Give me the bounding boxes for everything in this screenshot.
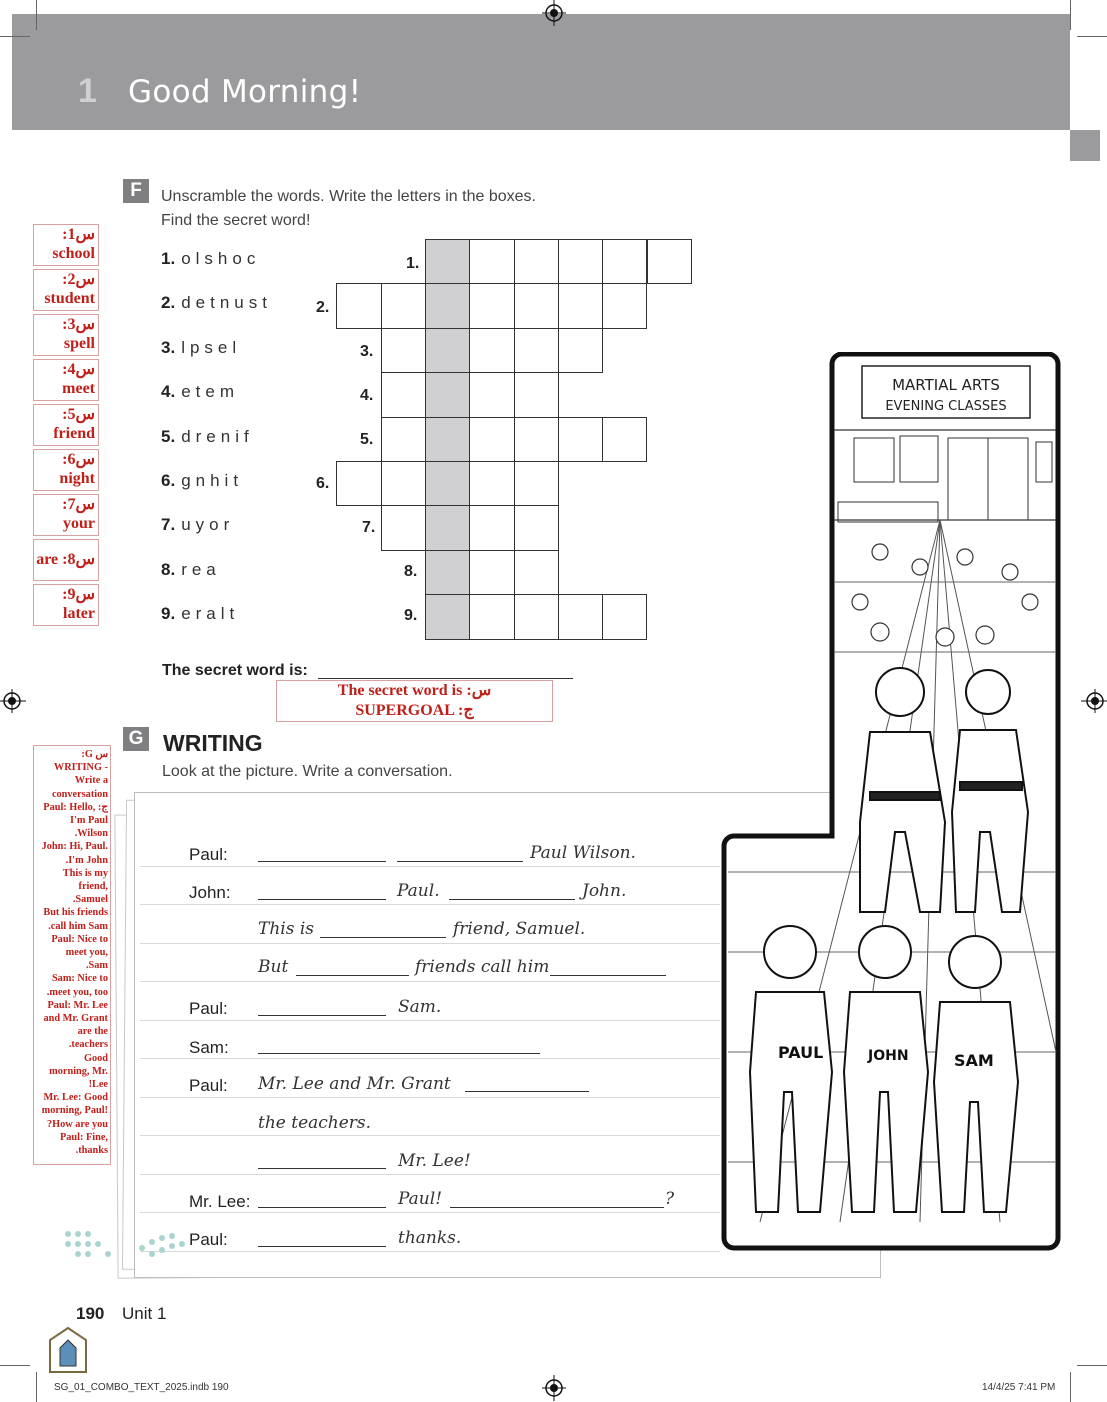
registration-mark-icon: [1081, 688, 1107, 714]
letter-box[interactable]: [514, 505, 559, 550]
martial-arts-illustration: [720, 352, 1062, 1254]
letter-box[interactable]: [336, 283, 381, 328]
grid-row-label: 6.: [316, 475, 330, 492]
secret-word-label: The secret word is:: [162, 662, 308, 679]
answer-box: :6س night: [33, 449, 99, 491]
crop-mark: [1070, 1372, 1071, 1402]
letter-box[interactable]: [514, 239, 559, 284]
answer-blank[interactable]: [258, 899, 386, 900]
ruled-line: [140, 1058, 720, 1059]
ruled-line: [140, 1135, 720, 1136]
handwritten-text: Paul!: [398, 1189, 443, 1209]
secret-letter-box[interactable]: [425, 283, 470, 328]
answer-line: .teachers: [68, 1039, 108, 1051]
letter-box[interactable]: [381, 328, 426, 373]
handwritten-text: friends call him: [415, 957, 550, 977]
letter-box[interactable]: [469, 239, 514, 284]
scramble-item: 6. gnhit: [161, 471, 244, 490]
shirt-label-paul: PAUL: [778, 1043, 824, 1062]
handwritten-text: John.: [582, 881, 627, 901]
letter-box[interactable]: [602, 594, 647, 639]
conversation-answer-box: [33, 745, 111, 1165]
handwritten-text: the teachers.: [258, 1113, 372, 1133]
letter-box[interactable]: [469, 594, 514, 639]
page-number: 190: [76, 1304, 105, 1323]
speaker-label: Paul:: [189, 1076, 228, 1095]
speaker-label: Paul:: [189, 845, 228, 864]
grid-row-label: 3.: [360, 343, 374, 360]
scramble-item: 8. rea: [161, 560, 221, 579]
answer-line: Mr. Lee: Good: [43, 1092, 108, 1104]
grid-row-label: 9.: [404, 607, 418, 624]
handwritten-text: Paul Wilson.: [530, 843, 636, 863]
letter-box[interactable]: [469, 328, 514, 373]
scramble-item: 5. drenif: [161, 427, 254, 446]
handwritten-text: Paul.: [397, 881, 440, 901]
writing-instruction: Look at the picture. Write a conversation.: [162, 763, 453, 780]
letter-box[interactable]: [602, 417, 647, 462]
crop-mark: [0, 1365, 30, 1366]
speaker-label: Paul:: [189, 1230, 228, 1249]
answer-blank[interactable]: [258, 1207, 386, 1208]
ruled-line: [140, 1020, 720, 1021]
answer-line: !Lee: [88, 1079, 108, 1091]
letter-box[interactable]: [558, 283, 603, 328]
scramble-item: 1. olshoc: [161, 249, 261, 268]
handwritten-text: Mr. Lee!: [398, 1151, 471, 1171]
answer-line: ?How are you: [46, 1118, 108, 1130]
ruled-line: [140, 904, 720, 905]
answer-line: This is my: [62, 867, 108, 879]
grid-row-label: 5.: [360, 431, 374, 448]
shirt-label-sam: SAM: [954, 1051, 994, 1070]
answer-line: morning, Paul!: [41, 1105, 108, 1117]
handwritten-text: But: [258, 957, 289, 977]
answer-line: .Sam: [85, 960, 108, 972]
section-badge-g: G: [123, 727, 149, 751]
ruled-line: [140, 1174, 720, 1175]
letter-box[interactable]: [381, 372, 426, 417]
instruction-line-2: Find the secret word!: [161, 212, 311, 229]
answer-line: meet you,: [65, 947, 108, 959]
grid-row-label: 4.: [360, 387, 374, 404]
answer-line: are the: [77, 1026, 108, 1038]
answer-blank[interactable]: [258, 861, 386, 862]
letter-box[interactable]: [558, 417, 603, 462]
letter-box[interactable]: [514, 594, 559, 639]
secret-letter-box[interactable]: [425, 594, 470, 639]
registration-mark-icon: [540, 1375, 568, 1402]
print-file-info: SG_01_COMBO_TEXT_2025.indb 190: [54, 1382, 229, 1393]
secret-letter-box[interactable]: [425, 461, 470, 506]
answer-line: WRITING -: [53, 762, 108, 774]
ruled-line: [140, 1251, 720, 1252]
sign-subtitle: EVENING CLASSES: [885, 399, 1007, 414]
answer-blank[interactable]: [550, 975, 666, 976]
secret-answer-question: The secret word is :س: [337, 682, 492, 699]
letter-box[interactable]: [469, 505, 514, 550]
answer-line: John: Hi, Paul.: [41, 841, 108, 853]
scramble-item: 3. lpsel: [161, 338, 242, 357]
speaker-label: Paul:: [189, 999, 228, 1018]
scramble-item: 4. etem: [161, 382, 239, 401]
ruled-line: [140, 1212, 720, 1213]
secret-letter-box[interactable]: [425, 550, 470, 595]
unit-label: Unit 1: [122, 1304, 167, 1323]
answer-blank[interactable]: [320, 937, 446, 938]
answer-blank[interactable]: [450, 1207, 664, 1208]
crop-mark: [1077, 1365, 1107, 1366]
answer-box: :3س spell: [33, 314, 99, 356]
unit-header-band: [12, 14, 1070, 130]
answer-line: Paul: Fine,: [59, 1131, 108, 1143]
grid-row-label: 8.: [404, 563, 418, 580]
secret-letter-box[interactable]: [425, 239, 470, 284]
letter-box[interactable]: [469, 461, 514, 506]
letter-box[interactable]: [558, 328, 603, 373]
crop-mark: [1077, 36, 1107, 37]
registration-mark-icon: [0, 688, 26, 714]
letter-box[interactable]: [469, 417, 514, 462]
header-tab: [1070, 130, 1100, 161]
letter-box[interactable]: [381, 283, 426, 328]
crop-mark: [36, 1372, 37, 1402]
letter-box[interactable]: [469, 283, 514, 328]
secret-word-answer-box: [276, 680, 553, 722]
answer-box: :1س school: [33, 224, 99, 266]
letter-box[interactable]: [558, 594, 603, 639]
ministry-logo-dots-icon: [62, 1228, 202, 1278]
handwritten-text: Mr. Lee and Mr. Grant: [258, 1074, 451, 1094]
section-badge-f: F: [123, 179, 149, 203]
handwritten-text: Sam.: [398, 997, 442, 1017]
answer-blank[interactable]: [465, 1091, 589, 1092]
speaker-label: Mr. Lee:: [189, 1192, 251, 1211]
scramble-item: 9. eralt: [161, 604, 240, 623]
ruled-line: [140, 943, 720, 944]
grid-row-label: 7.: [362, 519, 376, 536]
watermark-logo-icon: [46, 1326, 90, 1374]
answer-line: .I'm John: [65, 854, 108, 866]
scramble-item: 7. uyor: [161, 515, 235, 534]
shirt-label-john: JOHN: [868, 1048, 909, 1064]
secret-word-input-line[interactable]: [318, 678, 573, 679]
speaker-label: Sam:: [189, 1038, 229, 1057]
answer-box: :9س later: [33, 584, 99, 626]
answer-line: morning, Mr.: [49, 1065, 108, 1077]
answer-box: :7س your: [33, 494, 99, 536]
answer-line: :G س: [81, 749, 108, 760]
answer-box: :4س meet: [33, 359, 99, 401]
answer-blank[interactable]: [258, 1053, 540, 1054]
speaker-label: John:: [189, 883, 231, 902]
secret-letter-box[interactable]: [425, 417, 470, 462]
answer-line: .thanks: [75, 1145, 108, 1157]
section-title-writing: WRITING: [163, 730, 263, 756]
answer-line: Paul: Hello, :ج: [43, 801, 108, 813]
instruction-line-1: Unscramble the words. Write the letters in the boxes.: [161, 188, 536, 205]
answer-blank[interactable]: [258, 1168, 386, 1169]
answer-blank[interactable]: [258, 1246, 386, 1247]
page-title: Good Morning!: [128, 74, 362, 110]
letter-box[interactable]: [336, 461, 381, 506]
letter-box[interactable]: [381, 461, 426, 506]
handwritten-text: thanks.: [398, 1228, 462, 1248]
answer-line: Write a: [74, 775, 108, 787]
letter-box[interactable]: [514, 372, 559, 417]
answer-blank[interactable]: [258, 1015, 386, 1016]
answer-line: conversation: [51, 788, 108, 800]
answer-blank[interactable]: [449, 899, 575, 900]
letter-box[interactable]: [514, 417, 559, 462]
crop-mark: [0, 36, 30, 37]
unit-number: 1: [78, 72, 97, 110]
secret-letter-box[interactable]: [425, 505, 470, 550]
letter-box[interactable]: [381, 505, 426, 550]
answer-box: are :8س: [33, 539, 99, 581]
answer-line: .Wilson: [74, 828, 108, 840]
crop-mark: [36, 0, 37, 30]
handwritten-text: This is: [258, 919, 315, 939]
answer-line: friend,: [78, 881, 108, 893]
answer-line: Paul: Nice to: [51, 933, 108, 945]
print-date-info: 14/4/25 7:41 PM: [982, 1382, 1056, 1393]
question-mark: ?: [665, 1189, 675, 1209]
answer-line: But his friends: [43, 907, 108, 919]
letter-box[interactable]: [558, 239, 603, 284]
answer-blank[interactable]: [397, 861, 523, 862]
letter-box[interactable]: [469, 372, 514, 417]
answer-line: Sam: Nice to: [51, 973, 108, 985]
answer-line: .meet you, too: [46, 986, 108, 998]
grid-row-label: 1.: [406, 255, 420, 272]
answer-line: Paul: Mr. Lee: [47, 999, 108, 1011]
grid-row-label: 2.: [316, 299, 330, 316]
registration-mark-icon: [540, 0, 568, 28]
answer-line: .call him Sam: [48, 920, 108, 932]
answer-box: :2س student: [33, 269, 99, 311]
scramble-item: 2. detnust: [161, 293, 272, 312]
answer-line: and Mr. Grant: [43, 1013, 108, 1025]
letter-box[interactable]: [514, 328, 559, 373]
answer-line: Good: [83, 1052, 108, 1064]
secret-answer-text: SUPERGOAL :ج: [355, 702, 474, 719]
letter-box[interactable]: [514, 283, 559, 328]
letter-box[interactable]: [381, 417, 426, 462]
ruled-line: [140, 1097, 720, 1098]
sign-title: MARTIAL ARTS: [892, 376, 1000, 394]
answer-box: :5س friend: [33, 404, 99, 446]
handwritten-text: friend, Samuel.: [453, 919, 586, 939]
letter-box[interactable]: [514, 461, 559, 506]
answer-line: I'm Paul: [69, 815, 108, 827]
secret-letter-box[interactable]: [425, 372, 470, 417]
letter-box[interactable]: [469, 550, 514, 595]
ruled-line: [140, 981, 720, 982]
crop-mark: [1070, 0, 1071, 30]
answer-line: .Samuel: [72, 894, 108, 906]
letter-box[interactable]: [514, 550, 559, 595]
answer-blank[interactable]: [296, 975, 409, 976]
letter-box[interactable]: [647, 239, 692, 284]
letter-box[interactable]: [602, 239, 647, 284]
ruled-line: [140, 866, 720, 867]
secret-letter-box[interactable]: [425, 328, 470, 373]
letter-box[interactable]: [602, 283, 647, 328]
